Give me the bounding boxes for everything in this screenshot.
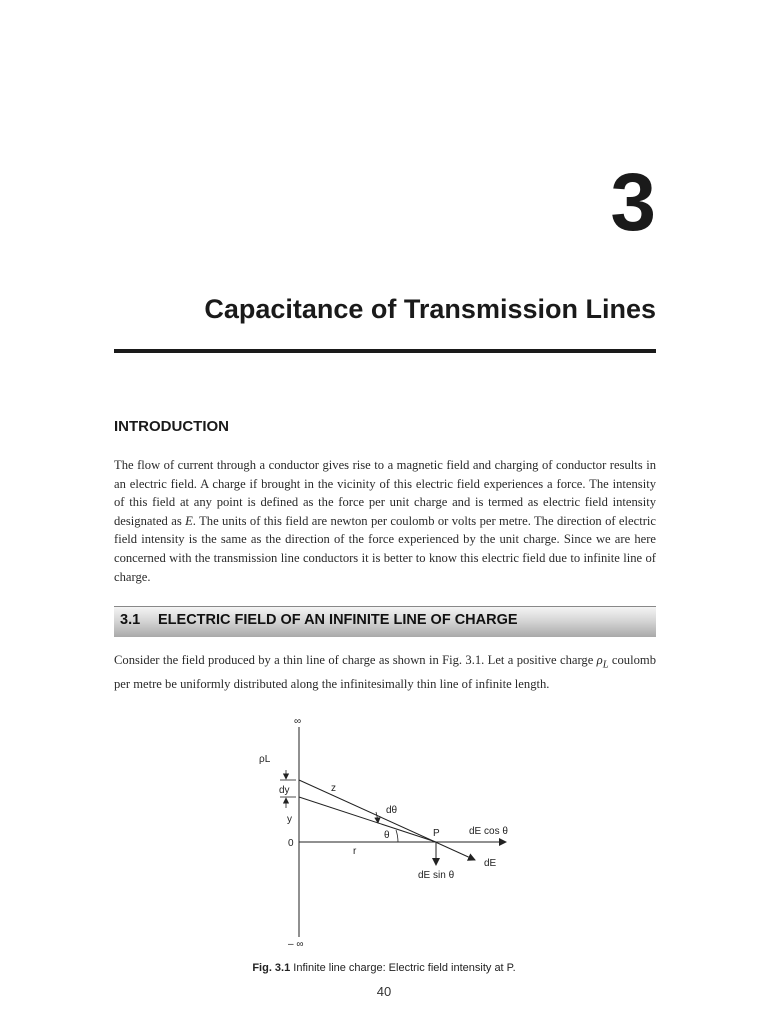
label-zero: 0: [288, 838, 294, 849]
label-dy: dy: [279, 785, 290, 796]
theta-arc: [396, 830, 398, 842]
label-de: dE: [484, 858, 497, 869]
section-text-part1: Consider the field produced by a thin line of charge as shown in Fig. 3.1. Let a positive charge: [114, 653, 597, 667]
figure-caption-text: Infinite line charge: Electric field intensity at P.: [290, 962, 516, 974]
title-rule: [114, 349, 656, 353]
chapter-number: 3: [610, 157, 656, 248]
label-p: P: [433, 828, 440, 839]
z-line-lower: [299, 797, 436, 842]
symbol-rho: ρ: [596, 653, 603, 667]
intro-text-part1: The flow of current through a conductor gives rise to a magnetic field and charging of conductor results in an electric field. A charge if brought in the vicinity of this electric field experiences a force. The intensity of this field at any point is defined as the force per unit charge and is termed as electric field intensity designated as: [114, 458, 656, 528]
label-rho-l: ρL: [259, 754, 271, 765]
section-paragraph: [114, 651, 656, 694]
label-d-theta: dθ: [386, 805, 398, 816]
figure-caption-label: Fig. 3.1: [252, 962, 291, 974]
label-r: r: [353, 846, 357, 857]
section-number: 3.1: [120, 612, 141, 628]
label-z: z: [331, 783, 336, 794]
label-y: y: [287, 814, 292, 825]
introduction-heading: INTRODUCTION: [114, 418, 229, 435]
dtheta-arc: [376, 812, 378, 823]
introduction-paragraph: [114, 456, 656, 586]
figure-diagram: [200, 712, 560, 957]
symbol-rho-subscript: L: [602, 659, 609, 671]
section-title: ELECTRIC FIELD OF AN INFINITE LINE OF CHARGE: [158, 612, 518, 628]
label-theta: θ: [384, 830, 390, 841]
label-de-cos: dE cos θ: [469, 826, 508, 837]
symbol-e: E: [185, 513, 193, 528]
chapter-title: Capacitance of Transmission Lines: [204, 294, 656, 324]
z-line-upper: [299, 780, 475, 860]
label-infinity-top: ∞: [294, 716, 302, 727]
label-de-sin: dE sin θ: [418, 870, 455, 881]
figure-line-charge: [200, 712, 560, 957]
intro-text-part2: . The units of this field are newton per coulomb or volts per metre. The direction of electric field intensity is the same as the direction of the force experienced by the unit charge. Since we are here concerned with the transmission line conductors it is better to know this electric field due to infinite line of charge.: [114, 513, 656, 584]
page-number: 40: [376, 984, 392, 999]
section-text-part2: coulomb per metre be uniformly distributed along the infinitesimally thin line of infinite length.: [114, 653, 656, 692]
label-infinity-bottom: – ∞: [288, 939, 304, 950]
figure-caption: [0, 962, 768, 974]
